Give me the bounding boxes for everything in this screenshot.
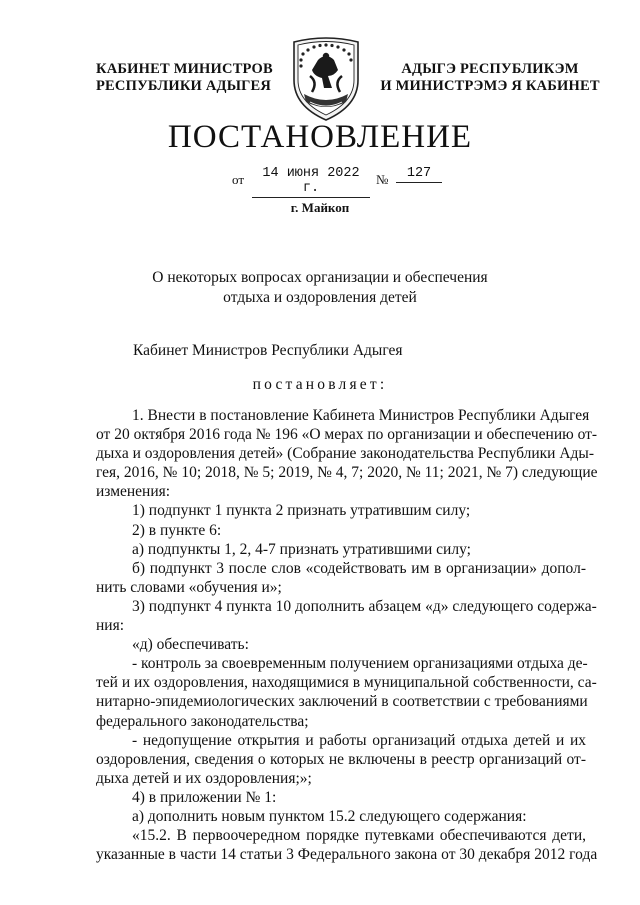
body-line: - недопущение открытия и работы организаций отдыха детей и их — [132, 731, 586, 749]
number-sign: № — [376, 172, 389, 187]
body-line: а) подпункты 1, 2, 4-7 признать утратившими силу; — [132, 540, 471, 558]
header-left-line1: КАБИНЕТ МИНИСТРОВ — [96, 61, 273, 77]
header-left-org-name — [96, 61, 296, 95]
body-line: тей и их оздоровления, находящимися в муниципальной собственности, са- — [96, 674, 597, 692]
body-line: 3) подпункт 4 пункта 10 дополнить абзацем «д» следующего содержа- — [132, 597, 597, 615]
body-line: а) дополнить новым пунктом 15.2 следующего содержания: — [132, 807, 527, 825]
decrees-heading: постановляет: — [252, 376, 388, 393]
body-line: дыха и оздоровления детей» (Собрание законодательства Республики Ады- — [96, 445, 594, 463]
body-line: «15.2. В первоочередном порядке путевками обеспечиваются дети, — [132, 827, 586, 845]
body-line: изменения: — [96, 483, 171, 501]
body-line: федерального законодательства; — [96, 712, 309, 730]
body-line: «д) обеспечивать: — [132, 636, 249, 654]
date-value: 14 июня 2022 г. — [252, 166, 370, 198]
body-line: нить словами «обучения и»; — [96, 578, 282, 596]
issuer-line: Кабинет Министров Республики Адыгея — [133, 342, 403, 359]
date-prefix: от — [232, 172, 245, 187]
body-line: 1. Внести в постановление Кабинета Министров Республики Адыгея — [132, 407, 590, 424]
body-line: дыха детей и их оздоровления;»; — [96, 769, 312, 787]
document-title: ПОСТАНОВЛЕНИЕ — [167, 119, 473, 155]
header-right-line1: АДЫГЭ РЕСПУБЛИКЭМ — [401, 61, 579, 77]
city-line: г. Майкоп — [290, 200, 350, 215]
document-body — [96, 406, 598, 864]
body-line: 4) в приложении № 1: — [132, 788, 277, 806]
body-line: - контроль за своевременным получением организациями отдыха де- — [132, 655, 588, 673]
document-number: 127 — [396, 166, 442, 183]
subject-line2: отдыха и оздоровления детей — [223, 289, 417, 306]
body-line: от 20 октября 2016 года № 196 «О мерах по организации и обеспечению от- — [96, 426, 598, 444]
republic-adygea-coat-of-arms-icon — [288, 36, 364, 122]
body-line: указанные в части 14 статьи 3 Федерального закона от 30 декабря 2012 года — [96, 846, 598, 864]
body-line: гея, 2016, № 10; 2018, № 5; 2019, № 4, 7; 2020, № 11; 2021, № 7) следующие — [96, 464, 598, 482]
header-left-line2: РЕСПУБЛИКИ АДЫГЕЯ — [96, 78, 272, 94]
body-line: ния: — [96, 617, 125, 635]
document-subject — [0, 268, 640, 308]
body-line: нитарно-эпидемиологических заключений в соответствии с требованиями — [96, 693, 588, 711]
body-line: оздоровления, сведения о которых не включены в реестр организаций от- — [96, 750, 586, 768]
body-line: б) подпункт 3 после слов «содействовать им в организации» допол- — [132, 559, 586, 577]
header-right-line2: И МИНИСТРЭМЭ Я КАБИНЕТ — [380, 78, 600, 94]
header-right-org-name — [370, 61, 610, 95]
body-line: 1) подпункт 1 пункта 2 признать утратившим силу; — [132, 502, 471, 520]
date-number-line — [232, 166, 472, 196]
subject-line1: О некоторых вопросах организации и обеспечения — [152, 269, 488, 286]
body-line: 2) в пункте 6: — [132, 521, 222, 539]
